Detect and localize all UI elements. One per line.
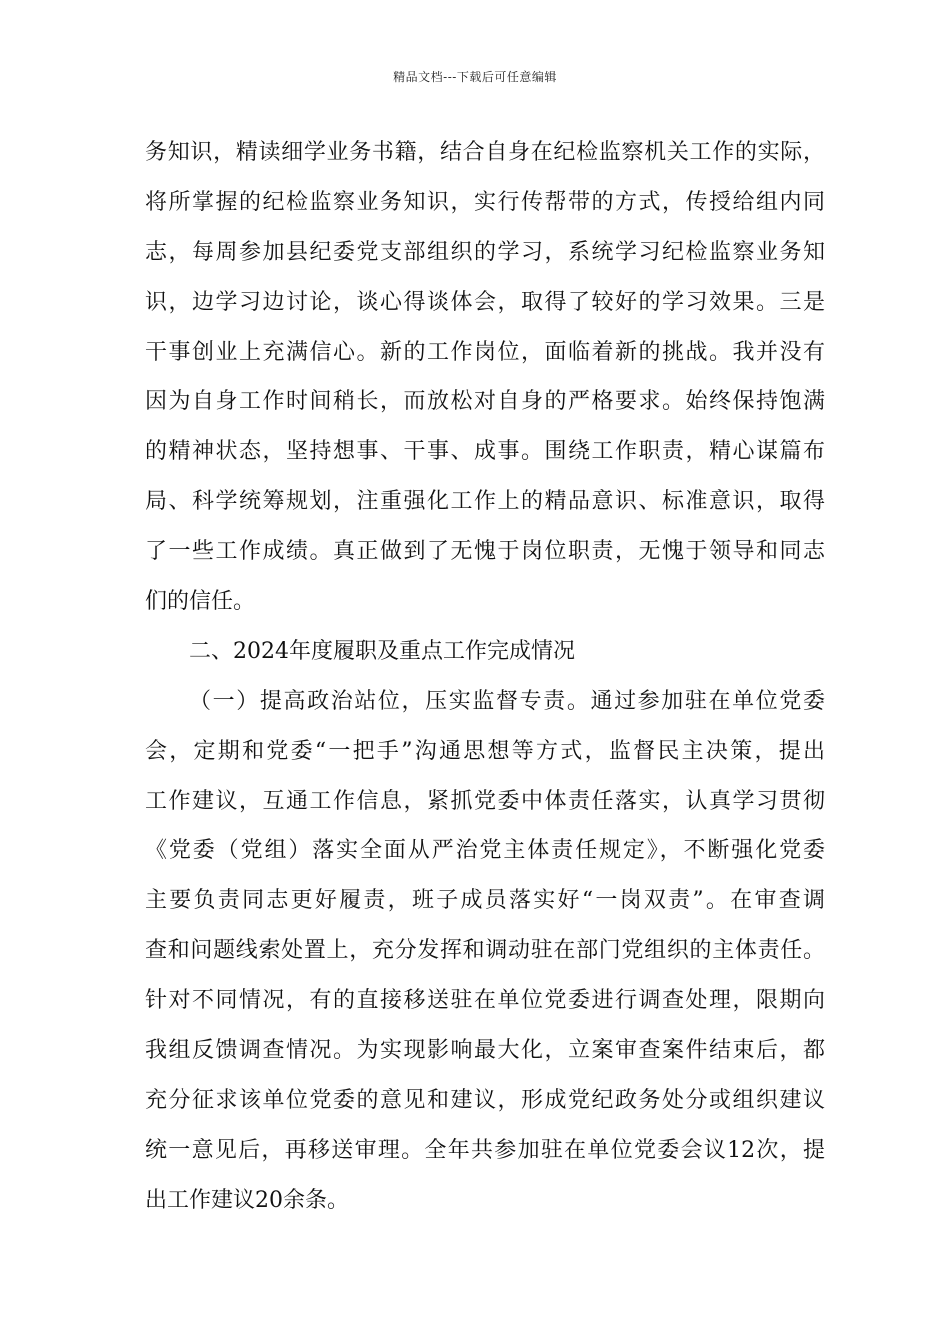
document-body <box>145 128 825 1226</box>
paragraph-line: 《党委（党组）落实全面从严治党主体责任规定》，不断强化党委 <box>145 838 825 864</box>
paragraph-line: 干事创业上充满信心。新的工作岗位，面临着新的挑战。我并没有 <box>145 339 825 365</box>
paragraph-line: 了一些工作成绩。真正做到了无愧于岗位职责，无愧于领导和同志 <box>145 539 825 565</box>
paragraph-line: 将所掌握的纪检监察业务知识，实行传帮带的方式，传授给组内同 <box>145 189 825 215</box>
paragraph-line: 们的信任。 <box>145 589 256 615</box>
paragraph-line: 我组反馈调查情况。为实现影响最大化，立案审查案件结束后，都 <box>145 1038 825 1064</box>
paragraph-line: 充分征求该单位党委的意见和建议，形成党纪政务处分或组织建议 <box>145 1087 825 1113</box>
paragraph-line: 针对不同情况，有的直接移送驻在单位党委进行调查处理，限期向 <box>145 988 825 1014</box>
paragraph-line: 因为自身工作时间稍长，而放松对自身的严格要求。始终保持饱满 <box>145 389 825 415</box>
paragraph-line: 会，定期和党委“一把手”沟通思想等方式，监督民主决策，提出 <box>145 738 825 764</box>
paragraph-line: 的精神状态，坚持想事、干事、成事。围绕工作职责，精心谋篇布 <box>145 439 825 465</box>
section-heading: 二、2024年度履职及重点工作完成情况 <box>189 638 575 664</box>
paragraph-line: 局、科学统筹规划，注重强化工作上的精品意识、标准意识，取得 <box>145 489 825 515</box>
paragraph-line: 出工作建议20余条。 <box>145 1187 349 1213</box>
paragraph-line: 工作建议，互通工作信息，紧抓党委中体责任落实，认真学习贯彻 <box>145 788 825 814</box>
paragraph-line: 查和问题线索处置上，充分发挥和调动驻在部门党组织的主体责任。 <box>145 938 825 964</box>
paragraph-line: 主要负责同志更好履责，班子成员落实好“一岗双责”。在审查调 <box>145 888 825 914</box>
paragraph-line: 志，每周参加县纪委党支部组织的学习，系统学习纪检监察业务知 <box>145 239 825 265</box>
paragraph-line: 识，边学习边讨论，谈心得谈体会，取得了较好的学习效果。三是 <box>145 289 825 315</box>
paragraph-line: 务知识，精读细学业务书籍，结合自身在纪检监察机关工作的实际， <box>145 140 825 165</box>
paragraph-line: （一）提高政治站位，压实监督专责。通过参加驻在单位党委 <box>189 688 825 714</box>
paragraph-line: 统一意见后，再移送审理。全年共参加驻在单位党委会议12次，提 <box>145 1137 825 1163</box>
page-header: 精品文档---下载后可任意编辑 <box>393 70 557 84</box>
